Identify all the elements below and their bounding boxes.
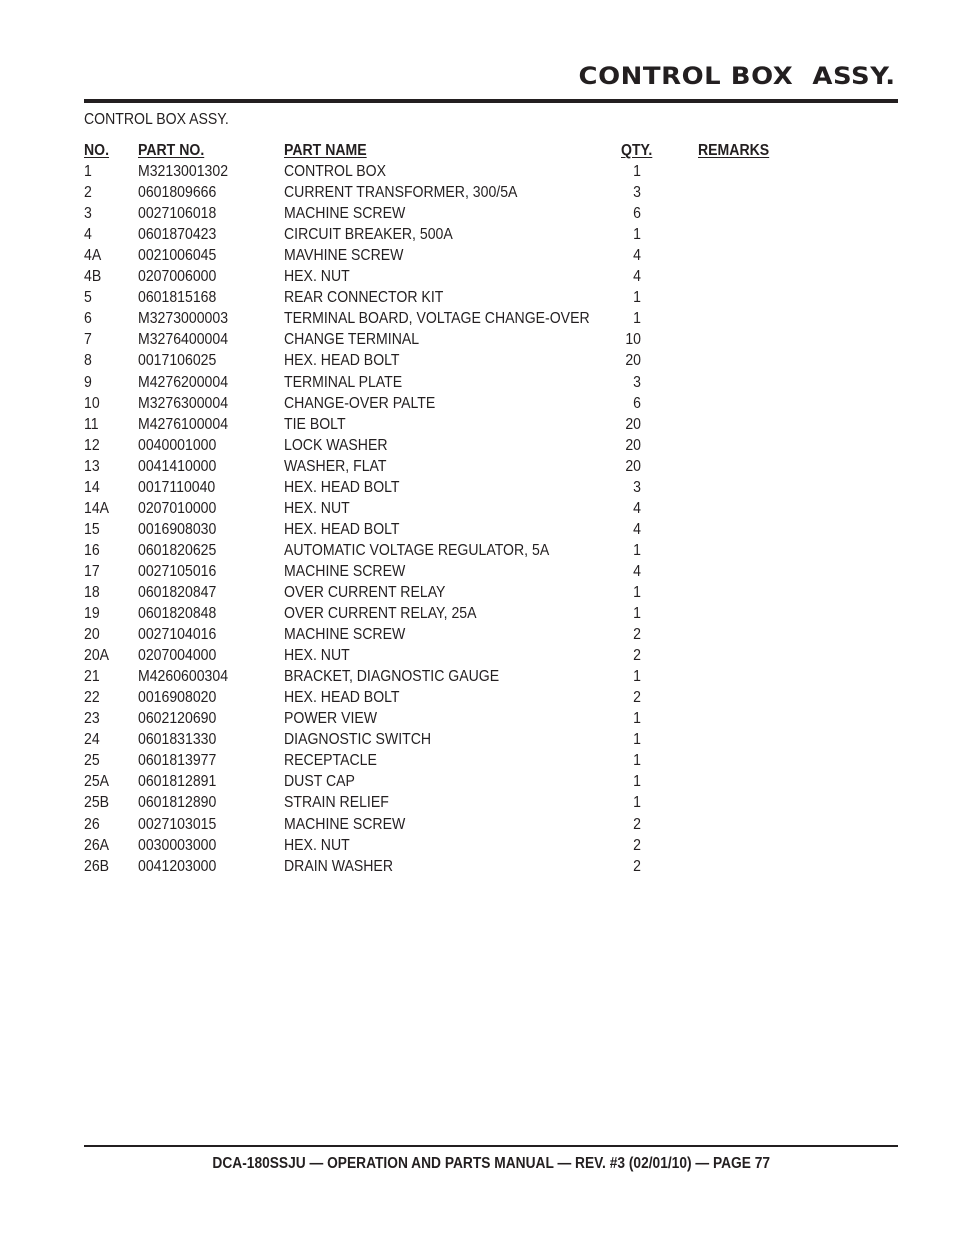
table-row (84, 582, 804, 603)
cell-part-no: 0041410000 (138, 457, 217, 475)
cell-no: 25B (84, 794, 110, 812)
cell-part-no: 0017106025 (138, 352, 217, 370)
cell-no: 26A (84, 836, 110, 854)
cell-part-no: 0030003000 (138, 836, 217, 854)
cell-no: 3 (84, 205, 92, 223)
cell-part-name: STRAIN RELIEF (284, 794, 389, 812)
table-row (84, 708, 804, 729)
table-row (84, 266, 804, 287)
column-header-part-name: PART NAME (284, 142, 367, 159)
table-row (84, 203, 804, 224)
cell-part-name: AUTOMATIC VOLTAGE REGULATOR, 5A (284, 541, 550, 559)
cell-no: 8 (84, 352, 92, 370)
cell-part-name: HEX. HEAD BOLT (284, 520, 400, 538)
cell-part-no: 0601815168 (138, 289, 217, 307)
cell-part-name: OVER CURRENT RELAY, 25A (284, 605, 477, 623)
cell-no: 14 (84, 478, 100, 496)
cell-qty: 4 (633, 499, 641, 517)
table-row (84, 182, 804, 203)
cell-part-no: 0601812890 (138, 794, 217, 812)
cell-part-name: HEX. HEAD BOLT (284, 689, 400, 707)
table-row (84, 856, 804, 877)
cell-qty: 1 (633, 752, 641, 770)
cell-qty: 1 (633, 773, 641, 791)
cell-part-no: M3213001302 (138, 163, 229, 181)
footer-divider (84, 1145, 898, 1147)
cell-part-no: 0601813977 (138, 752, 217, 770)
cell-no: 26B (84, 857, 110, 875)
cell-qty: 6 (633, 394, 641, 412)
cell-no: 19 (84, 605, 100, 623)
cell-part-name: BRACKET, DIAGNOSTIC GAUGE (284, 668, 500, 686)
cell-part-no: 0601820847 (138, 583, 217, 601)
cell-no: 20A (84, 647, 110, 665)
table-row (84, 645, 804, 666)
cell-qty: 1 (633, 163, 641, 181)
cell-no: 26 (84, 815, 100, 833)
section-label: CONTROL BOX ASSY. (84, 111, 229, 128)
cell-part-name: DUST CAP (284, 773, 355, 791)
page-footer (84, 1155, 898, 1173)
cell-no: 23 (84, 710, 100, 728)
cell-part-no: 0027103015 (138, 815, 217, 833)
cell-part-name: HEX. NUT (284, 268, 350, 286)
cell-part-name: MACHINE SCREW (284, 626, 406, 644)
column-header-no: NO. (84, 142, 110, 159)
cell-part-name: CURRENT TRANSFORMER, 300/5A (284, 184, 518, 202)
cell-part-no: M3276400004 (138, 331, 229, 349)
cell-part-name: RECEPTACLE (284, 752, 377, 770)
cell-no: 4B (84, 268, 102, 286)
cell-part-name: HEX. HEAD BOLT (284, 478, 400, 496)
cell-qty: 20 (625, 436, 641, 454)
table-header-row (84, 140, 804, 161)
cell-part-name: LOCK WASHER (284, 436, 388, 454)
cell-part-name: TERMINAL BOARD, VOLTAGE CHANGE-OVER (284, 310, 590, 328)
table-row (84, 350, 804, 371)
cell-qty: 1 (633, 731, 641, 749)
table-row (84, 224, 804, 245)
table-row (84, 245, 804, 266)
cell-no: 14A (84, 499, 110, 517)
cell-part-no: 0027104016 (138, 626, 217, 644)
footer-text: DCA-180SSJU — OPERATION AND PARTS MANUAL — REV. #3 (02/01/10) — PAGE 77 (212, 1155, 770, 1172)
cell-part-no: 0016908030 (138, 520, 217, 538)
cell-qty: 2 (633, 815, 641, 833)
table-row (84, 666, 804, 687)
cell-part-name: CHANGE-OVER PALTE (284, 394, 436, 412)
column-header-remarks: REMARKS (698, 142, 770, 159)
cell-qty: 2 (633, 647, 641, 665)
cell-qty: 10 (625, 331, 641, 349)
cell-qty: 4 (633, 520, 641, 538)
table-row (84, 477, 804, 498)
cell-part-name: CIRCUIT BREAKER, 500A (284, 226, 453, 244)
table-row (84, 308, 804, 329)
cell-part-name: HEX. NUT (284, 499, 350, 517)
cell-no: 7 (84, 331, 92, 349)
table-row (84, 561, 804, 582)
cell-part-no: M3273000003 (138, 310, 229, 328)
cell-no: 10 (84, 394, 100, 412)
cell-qty: 4 (633, 562, 641, 580)
cell-no: 25 (84, 752, 100, 770)
cell-part-no: 0017110040 (138, 478, 216, 496)
cell-no: 20 (84, 626, 100, 644)
cell-part-no: 0027106018 (138, 205, 217, 223)
title-divider (84, 99, 898, 103)
cell-part-no: 0016908020 (138, 689, 217, 707)
cell-part-name: CHANGE TERMINAL (284, 331, 420, 349)
cell-no: 6 (84, 310, 92, 328)
cell-qty: 2 (633, 626, 641, 644)
cell-qty: 6 (633, 205, 641, 223)
cell-no: 12 (84, 436, 100, 454)
cell-qty: 1 (633, 289, 641, 307)
cell-no: 9 (84, 373, 92, 391)
table-row (84, 435, 804, 456)
table-row (84, 498, 804, 519)
cell-qty: 1 (633, 794, 641, 812)
cell-part-name: DRAIN WASHER (284, 857, 393, 875)
cell-part-name: MAVHINE SCREW (284, 247, 404, 265)
cell-no: 13 (84, 457, 100, 475)
table-row (84, 603, 804, 624)
page-title: CONTROL BOX ASSY. (578, 62, 896, 90)
table-row (84, 519, 804, 540)
cell-no: 17 (84, 562, 100, 580)
table-row (84, 792, 804, 813)
cell-part-name: REAR CONNECTOR KIT (284, 289, 444, 307)
cell-no: 25A (84, 773, 110, 791)
cell-qty: 2 (633, 857, 641, 875)
cell-part-no: 0207010000 (138, 499, 217, 517)
table-row (84, 456, 804, 477)
table-body (84, 161, 804, 877)
cell-no: 5 (84, 289, 92, 307)
cell-part-name: WASHER, FLAT (284, 457, 387, 475)
table-row (84, 329, 804, 350)
column-header-qty: QTY. (621, 142, 653, 159)
cell-part-no: 0021006045 (138, 247, 217, 265)
cell-no: 21 (84, 668, 100, 686)
cell-no: 4A (84, 247, 102, 265)
table-row (84, 393, 804, 414)
cell-no: 4 (84, 226, 92, 244)
cell-part-no: 0207004000 (138, 647, 217, 665)
cell-part-no: 0040001000 (138, 436, 217, 454)
parts-table (84, 140, 804, 877)
table-row (84, 540, 804, 561)
cell-qty: 2 (633, 836, 641, 854)
table-row (84, 835, 804, 856)
table-row (84, 161, 804, 182)
cell-part-name: TERMINAL PLATE (284, 373, 403, 391)
cell-part-no: 0601812891 (138, 773, 217, 791)
cell-part-name: MACHINE SCREW (284, 205, 406, 223)
cell-qty: 1 (633, 226, 641, 244)
cell-part-no: M4260600304 (138, 668, 229, 686)
cell-no: 11 (84, 415, 99, 433)
cell-qty: 1 (633, 668, 641, 686)
cell-no: 22 (84, 689, 100, 707)
cell-part-name: CONTROL BOX (284, 163, 386, 181)
cell-no: 18 (84, 583, 100, 601)
cell-part-no: 0207006000 (138, 268, 217, 286)
cell-part-no: 0602120690 (138, 710, 217, 728)
cell-qty: 4 (633, 268, 641, 286)
cell-part-no: 0601820625 (138, 541, 217, 559)
table-row (84, 414, 804, 435)
cell-part-name: HEX. HEAD BOLT (284, 352, 400, 370)
cell-qty: 1 (633, 605, 641, 623)
cell-qty: 1 (633, 583, 641, 601)
table-row (84, 729, 804, 750)
cell-qty: 4 (633, 247, 641, 265)
cell-part-name: HEX. NUT (284, 647, 350, 665)
cell-part-no: 0601870423 (138, 226, 217, 244)
cell-no: 1 (84, 163, 92, 181)
cell-no: 24 (84, 731, 100, 749)
cell-qty: 3 (633, 478, 641, 496)
cell-no: 16 (84, 541, 100, 559)
cell-part-no: 0027105016 (138, 562, 217, 580)
cell-part-no: M3276300004 (138, 394, 229, 412)
cell-qty: 1 (633, 541, 641, 559)
cell-part-name: HEX. NUT (284, 836, 350, 854)
cell-qty: 1 (633, 310, 641, 328)
cell-qty: 2 (633, 689, 641, 707)
cell-part-no: M4276200004 (138, 373, 229, 391)
table-row (84, 372, 804, 393)
column-header-part-no: PART NO. (138, 142, 205, 159)
cell-qty: 3 (633, 373, 641, 391)
cell-qty: 3 (633, 184, 641, 202)
cell-part-name: OVER CURRENT RELAY (284, 583, 446, 601)
cell-part-name: POWER VIEW (284, 710, 378, 728)
cell-part-name: MACHINE SCREW (284, 815, 406, 833)
cell-qty: 20 (625, 352, 641, 370)
cell-qty: 20 (625, 457, 641, 475)
cell-part-no: 0041203000 (138, 857, 217, 875)
cell-part-no: 0601820848 (138, 605, 217, 623)
cell-part-no: 0601809666 (138, 184, 217, 202)
table-row (84, 750, 804, 771)
cell-qty: 1 (633, 710, 641, 728)
cell-part-name: TIE BOLT (284, 415, 346, 433)
cell-no: 15 (84, 520, 100, 538)
table-row (84, 771, 804, 792)
cell-part-name: DIAGNOSTIC SWITCH (284, 731, 432, 749)
table-row (84, 687, 804, 708)
table-row (84, 814, 804, 835)
table-row (84, 287, 804, 308)
table-row (84, 624, 804, 645)
cell-part-no: 0601831330 (138, 731, 217, 749)
cell-part-name: MACHINE SCREW (284, 562, 406, 580)
cell-no: 2 (84, 184, 92, 202)
cell-part-no: M4276100004 (138, 415, 229, 433)
cell-qty: 20 (625, 415, 641, 433)
